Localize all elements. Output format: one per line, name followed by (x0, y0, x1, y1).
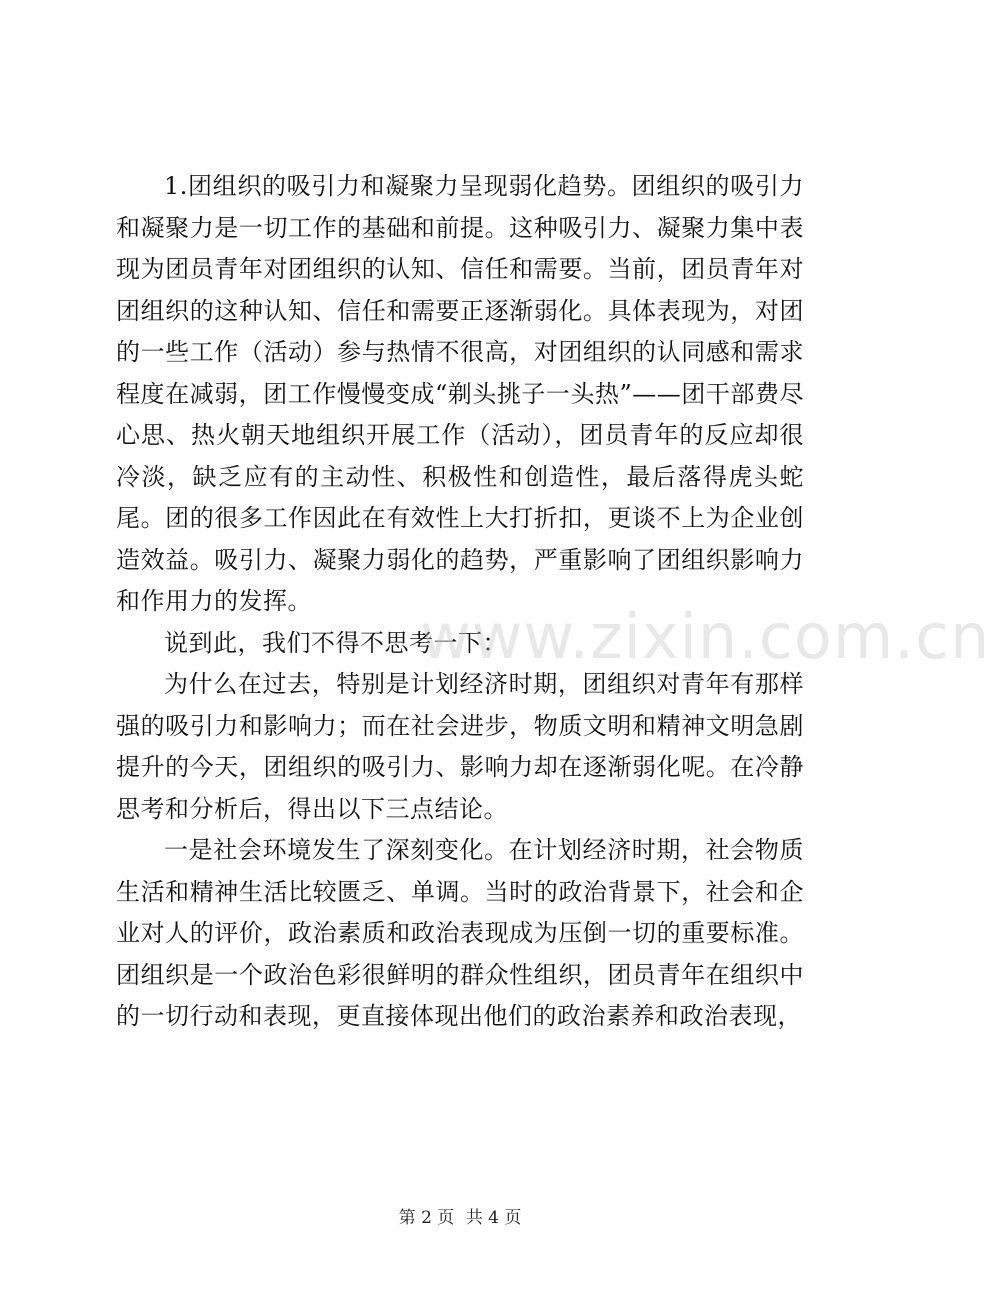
body-text (116, 166, 804, 1038)
paragraph-1: 1.团组织的吸引力和凝聚力呈现弱化趋势。团组织的吸引力和凝聚力是一切工作的基础和前提。这种吸引力、凝聚力集中表现为团员青年对团组织的认知、信任和需要。当前，团员青年对团组织的这种认知、信任和需要正逐渐弱化。具体表现为，对团的一些工作（活动）参与热情不很高，对团组织的认同感和需求程度在减弱，团工作慢慢变成“剃头挑子一头热”——团干部费尽心思、热火朝天地组织开展工作（活动），团员青年的反应却很冷淡，缺乏应有的主动性、积极性和创造性，最后落得虎头蛇尾。团的很多工作因此在有效性上大打折扣，更谈不上为企业创造效益。吸引力、凝聚力弱化的趋势，严重影响了团组织影响力和作用力的发挥。 (116, 172, 804, 615)
watermark: www.zixin.com.cn (420, 600, 990, 673)
paragraph-4: 一是社会环境发生了深刻变化。在计划经济时期，社会物质生活和精神生活比较匮乏、单调。当时的政治背景下，社会和企业对人的评价，政治素质和政治表现成为压倒一切的重要标准。团组织是一个政治色彩很鲜明的群众性组织，团员青年在组织中的一切行动和表现，更直接体现出他们的政治素养和政治表现， (116, 836, 804, 1030)
paragraph-2: 说到此，我们不得不思考一下： (164, 628, 507, 657)
page-number: 第 2 页 (398, 1208, 455, 1228)
page-total: 共 4 页 (465, 1208, 522, 1228)
paragraph-3: 为什么在过去，特别是计划经济时期，团组织对青年有那样强的吸引力和影响力；而在社会进步，物质文明和精神文明急剧提升的今天，团组织的吸引力、影响力却在逐渐弱化呢。在冷静思考和分析后，得出以下三点结论。 (116, 670, 804, 823)
page-footer (0, 1203, 920, 1228)
